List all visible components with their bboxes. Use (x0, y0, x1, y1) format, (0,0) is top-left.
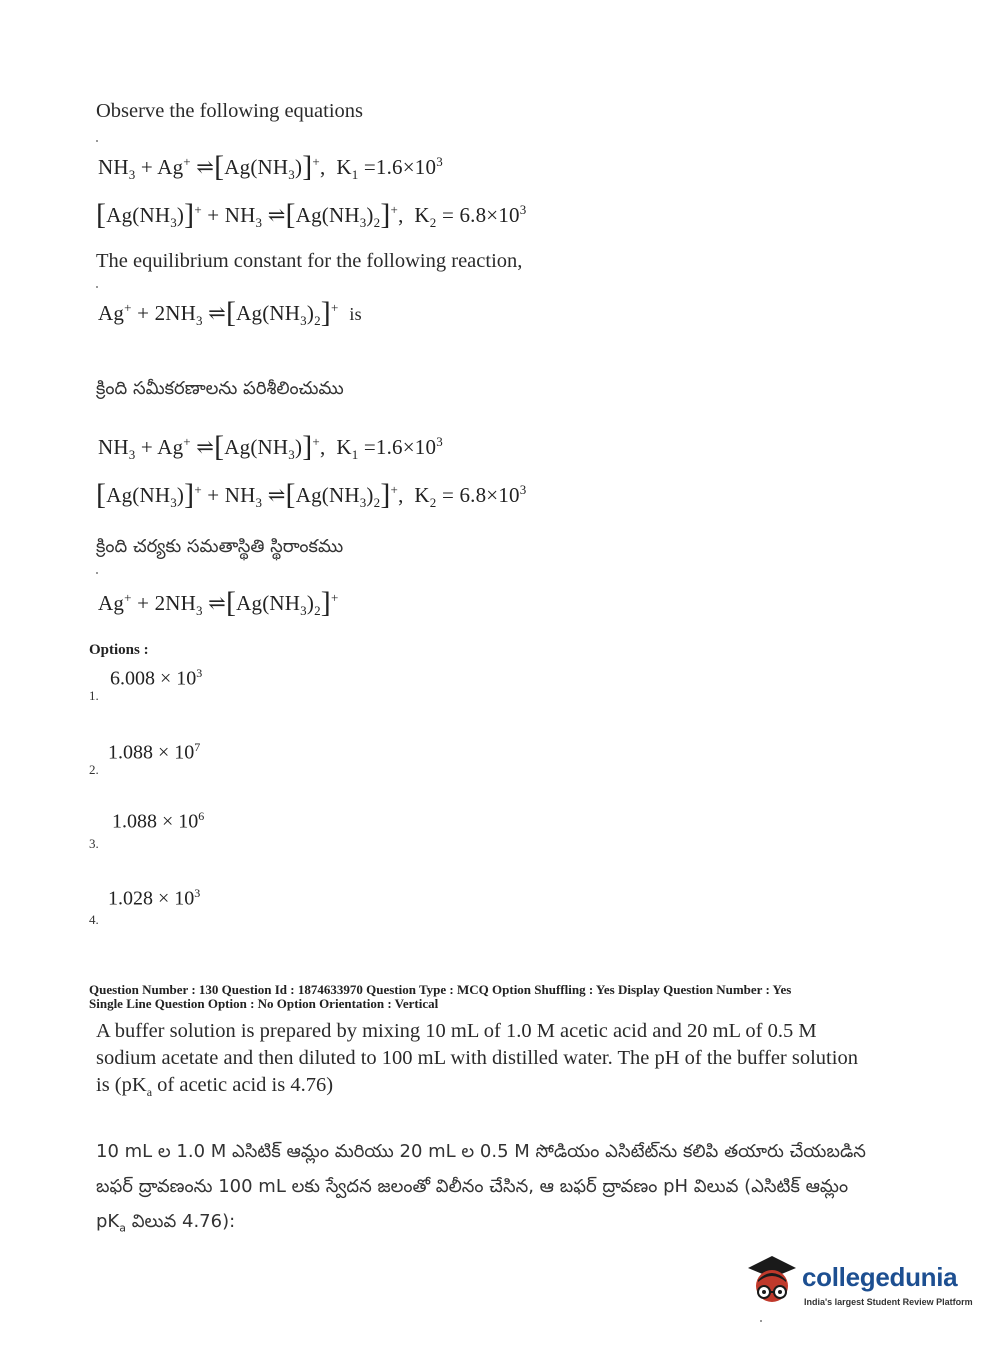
scan-dot (96, 286, 98, 288)
option-2-mantissa: 1.088 × 10 (108, 741, 195, 764)
brand-logo[interactable] (742, 1250, 972, 1312)
option-1-mantissa: 6.008 × 10 (110, 667, 197, 690)
k2-label: K (414, 203, 430, 227)
option-3-value (112, 809, 204, 834)
is-word: is (349, 304, 362, 324)
equation-1: $NH_3 + Ag^+$ $\rightleftharpoons[Ag(NH_3)]^+$, $K_1 =1.6\times 10^3$ (98, 150, 443, 183)
question-2-text-sub: a (146, 1085, 153, 1100)
scan-dot (760, 1320, 762, 1322)
option-3-number: 3. (89, 836, 99, 851)
k1-exp: 3 (436, 154, 443, 169)
equation-2: $[Ag(NH_3)]^+ + NH_3$ $\rightleftharpoons[Ag(NH_3)_2]^+$, $K_2 = 6.8\times 10^3$ (96, 198, 527, 231)
k2-exp: 3 (519, 202, 527, 217)
k1-label-repeat: K (336, 435, 352, 459)
brand-name: collegedunia (802, 1262, 958, 1292)
k1-label: K (336, 155, 352, 179)
k2-sub: 2 (429, 215, 437, 231)
option-4-number: 4. (89, 912, 99, 927)
equation-2-repeat: $[Ag(NH_3)]^+ + NH_3$ $\rightleftharpoons[Ag(NH_3)_2]^+$, $K_2 = 6.8\times 10^3$ (96, 478, 527, 511)
options-label: Options : (89, 642, 149, 658)
option-4-exp: 3 (194, 886, 201, 900)
question-intro: Observe the following equations (96, 100, 364, 122)
target-reaction-repeat: $Ag^+ + 2NH_3$ $\rightleftharpoons[Ag(NH_3)_2]^+$ (98, 586, 339, 619)
k1-sub: 1 (351, 167, 359, 183)
telugu-question: క్రింది చర్యకు సమతాస్థితి స్థిరాంకము (96, 536, 344, 557)
k1-value: =1.6×10 (363, 155, 437, 179)
target-reaction: $Ag^+ + 2NH_3$ $\rightleftharpoons[Ag(NH_3)_2]^+$ is (98, 296, 362, 329)
k2-label-repeat: K (414, 483, 430, 507)
question-meta-line-2: Single Line Question Option : No Option Orientation : Vertical (89, 996, 439, 1011)
k1-exp-repeat: 3 (436, 434, 443, 449)
k2-exp-repeat: 3 (519, 482, 527, 497)
question-2-text-b: of acetic acid is 4.76) (152, 1074, 334, 1096)
question-2-telugu-text (96, 1134, 876, 1246)
question-2-telugu-b: విలువ 4.76): (125, 1211, 236, 1232)
telugu-intro: క్రింది సమీకరణాలను పరిశీలించుము (96, 378, 344, 399)
scan-dot (96, 140, 98, 142)
k2-value-repeat: = 6.8×10 (441, 483, 520, 507)
scan-dot (96, 572, 98, 574)
question-2-text (96, 1018, 876, 1106)
question-2-text-a: A buffer solution is prepared by mixing 10 mL of 1.0 M acetic acid and 20 mL of 0.5 M sodium acetate and then diluted to 100 mL with distilled water. The pH of the buffer solution is (pK (96, 1020, 858, 1096)
option-4-mantissa: 1.028 × 10 (108, 887, 195, 910)
mascot-icon (742, 1250, 804, 1312)
option-4-value (108, 886, 200, 911)
question-meta-line-1: Question Number : 130 Question Id : 1874633970 Question Type : MCQ Option Shuffling : Yes Display Question Number : Yes (89, 982, 792, 997)
k2-sub-repeat: 2 (429, 495, 437, 511)
k2-value: = 6.8×10 (441, 203, 520, 227)
option-1-value (110, 666, 202, 691)
brand-tagline: India's largest Student Review Platform (804, 1297, 973, 1307)
k1-sub-repeat: 1 (351, 447, 359, 463)
k1-value-repeat: =1.6×10 (363, 435, 437, 459)
question-text: The equilibrium constant for the following reaction, (96, 250, 523, 272)
option-2-number: 2. (89, 762, 99, 777)
option-2-value (108, 740, 200, 765)
equation-1-repeat: $NH_3 + Ag^+$ $\rightleftharpoons[Ag(NH_3)]^+$, $K_1 =1.6\times 10^3$ (98, 430, 443, 463)
option-3-mantissa: 1.088 × 10 (112, 810, 199, 833)
question-2-telugu-sub: a (119, 1221, 126, 1235)
option-3-exp: 6 (198, 809, 205, 823)
option-1-number: 1. (89, 688, 99, 703)
question-2-telugu-a: 10 mL ల 1.0 M ఎసిటిక్ ఆమ్లం మరియు 20 mL ల 0.5 M సోడియం ఎసిటేట్‌ను కలిపి తయారు చేయబడిన బఫర్ ద్రావణంను 100 mL లకు స్వేదన జలంతో విలీనం చేసిన, ఆ బఫర్ ద్రావణం pH విలువ (ఎసిటిక్ ఆమ్లం pK (96, 1141, 866, 1232)
option-2-exp: 7 (194, 740, 201, 754)
option-1-exp: 3 (196, 666, 203, 680)
